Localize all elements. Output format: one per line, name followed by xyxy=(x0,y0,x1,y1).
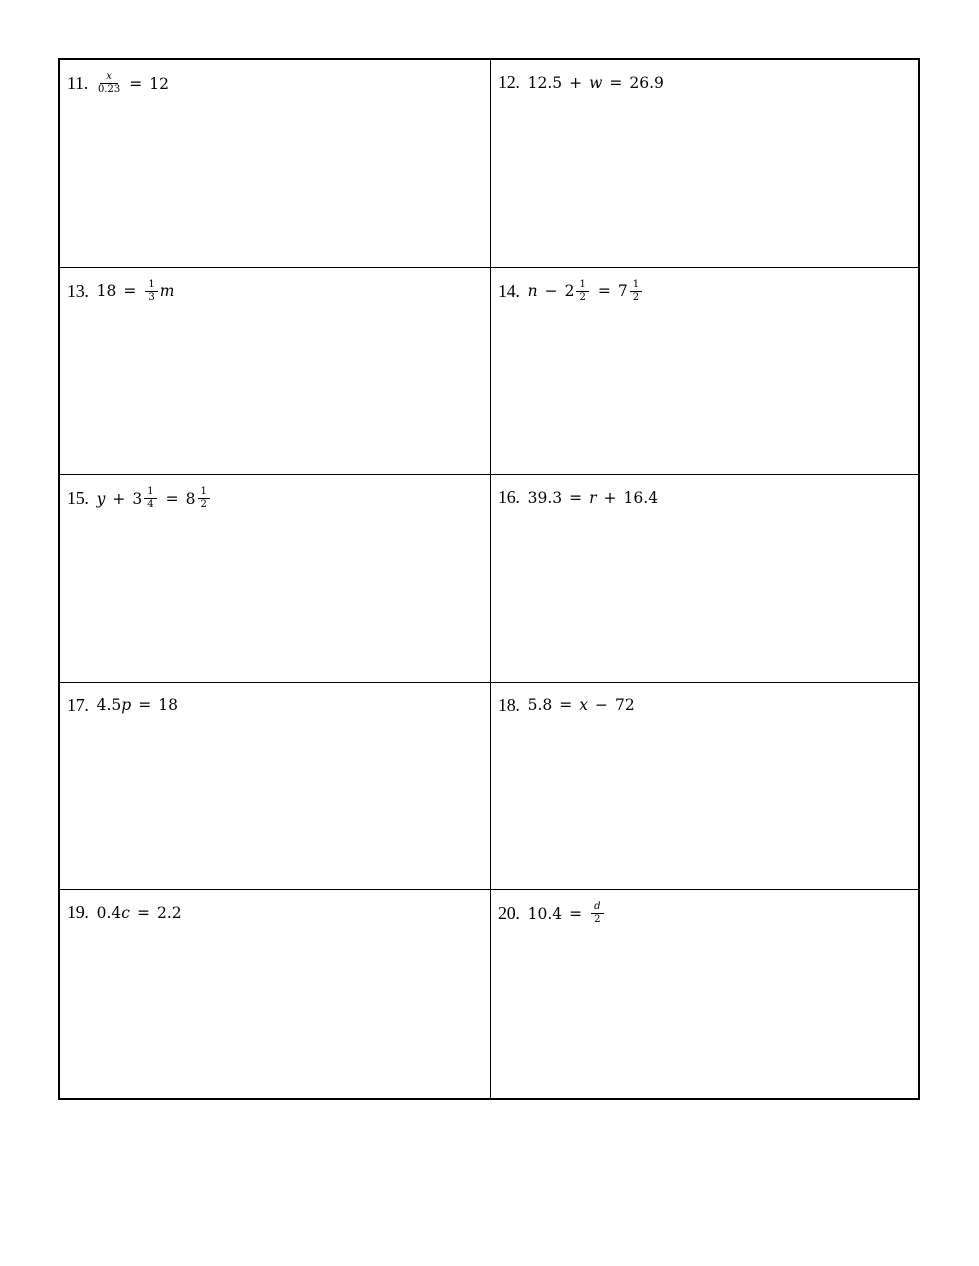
problem-cell-14 xyxy=(491,268,920,476)
problem-14 xyxy=(498,280,644,303)
equation: 39.3 = r + 16.4 xyxy=(527,488,659,507)
problem-number: 16. xyxy=(498,487,520,508)
problem-18 xyxy=(498,695,635,716)
problem-number: 20. xyxy=(498,903,520,924)
problem-19 xyxy=(67,902,182,923)
equation: 0.4 c = 2.2 xyxy=(96,903,182,922)
problem-cell-18 xyxy=(491,683,920,891)
problem-cell-13 xyxy=(60,268,491,476)
fraction: $\frac{d}{2}$ xyxy=(591,902,603,925)
problem-number: 17. xyxy=(67,694,89,715)
problem-11 xyxy=(67,72,169,95)
fraction: $\frac{1}{4}$ xyxy=(144,487,156,510)
equation: 18 = $\frac{1}{3}$ m xyxy=(96,278,175,303)
equation: 5.8 = x − 72 xyxy=(527,696,635,715)
equation: $\frac{x}{0.23}$ = 12 xyxy=(97,71,169,95)
problem-number: 12. xyxy=(498,72,520,92)
problem-number: 19. xyxy=(67,902,89,923)
problem-number: 18. xyxy=(498,694,520,715)
problem-cell-12 xyxy=(491,60,920,268)
fraction: $\frac{1}{2}$ xyxy=(576,280,588,303)
problem-17 xyxy=(67,695,178,716)
problem-cell-16 xyxy=(491,475,920,683)
fraction: $\frac{1}{2}$ xyxy=(630,280,642,303)
equation: y + 3 $\frac{1}{4}$ = 8 $\frac{1}{2}$ xyxy=(97,487,212,510)
fraction: $\frac{x}{0.23}$ xyxy=(97,71,121,95)
problem-13 xyxy=(67,280,174,303)
problem-number: 13. xyxy=(67,280,89,301)
equation: 10.4 = $\frac{d}{2}$ xyxy=(528,902,606,925)
problem-cell-15 xyxy=(60,475,491,683)
problem-cell-19 xyxy=(60,890,491,1098)
problem-cell-17 xyxy=(60,683,491,891)
problem-20 xyxy=(498,902,606,925)
problem-12 xyxy=(498,72,664,93)
fraction: $\frac{1}{2}$ xyxy=(198,487,210,510)
problem-cell-11 xyxy=(60,60,491,268)
equation: 4.5 p = 18 xyxy=(96,696,178,715)
equation: 12.5 + w = 26.9 xyxy=(527,73,664,92)
problem-16 xyxy=(498,487,658,508)
problem-cell-20 xyxy=(491,890,920,1098)
problem-number: 11. xyxy=(67,73,88,93)
problem-number: 14. xyxy=(498,280,520,301)
worksheet-grid xyxy=(58,58,920,1100)
fraction: $\frac{1}{3}$ xyxy=(145,280,157,303)
problem-number: 15. xyxy=(67,488,89,509)
equation: n − 2 $\frac{1}{2}$ = 7 $\frac{1}{2}$ xyxy=(528,280,644,303)
problem-15 xyxy=(67,487,212,510)
